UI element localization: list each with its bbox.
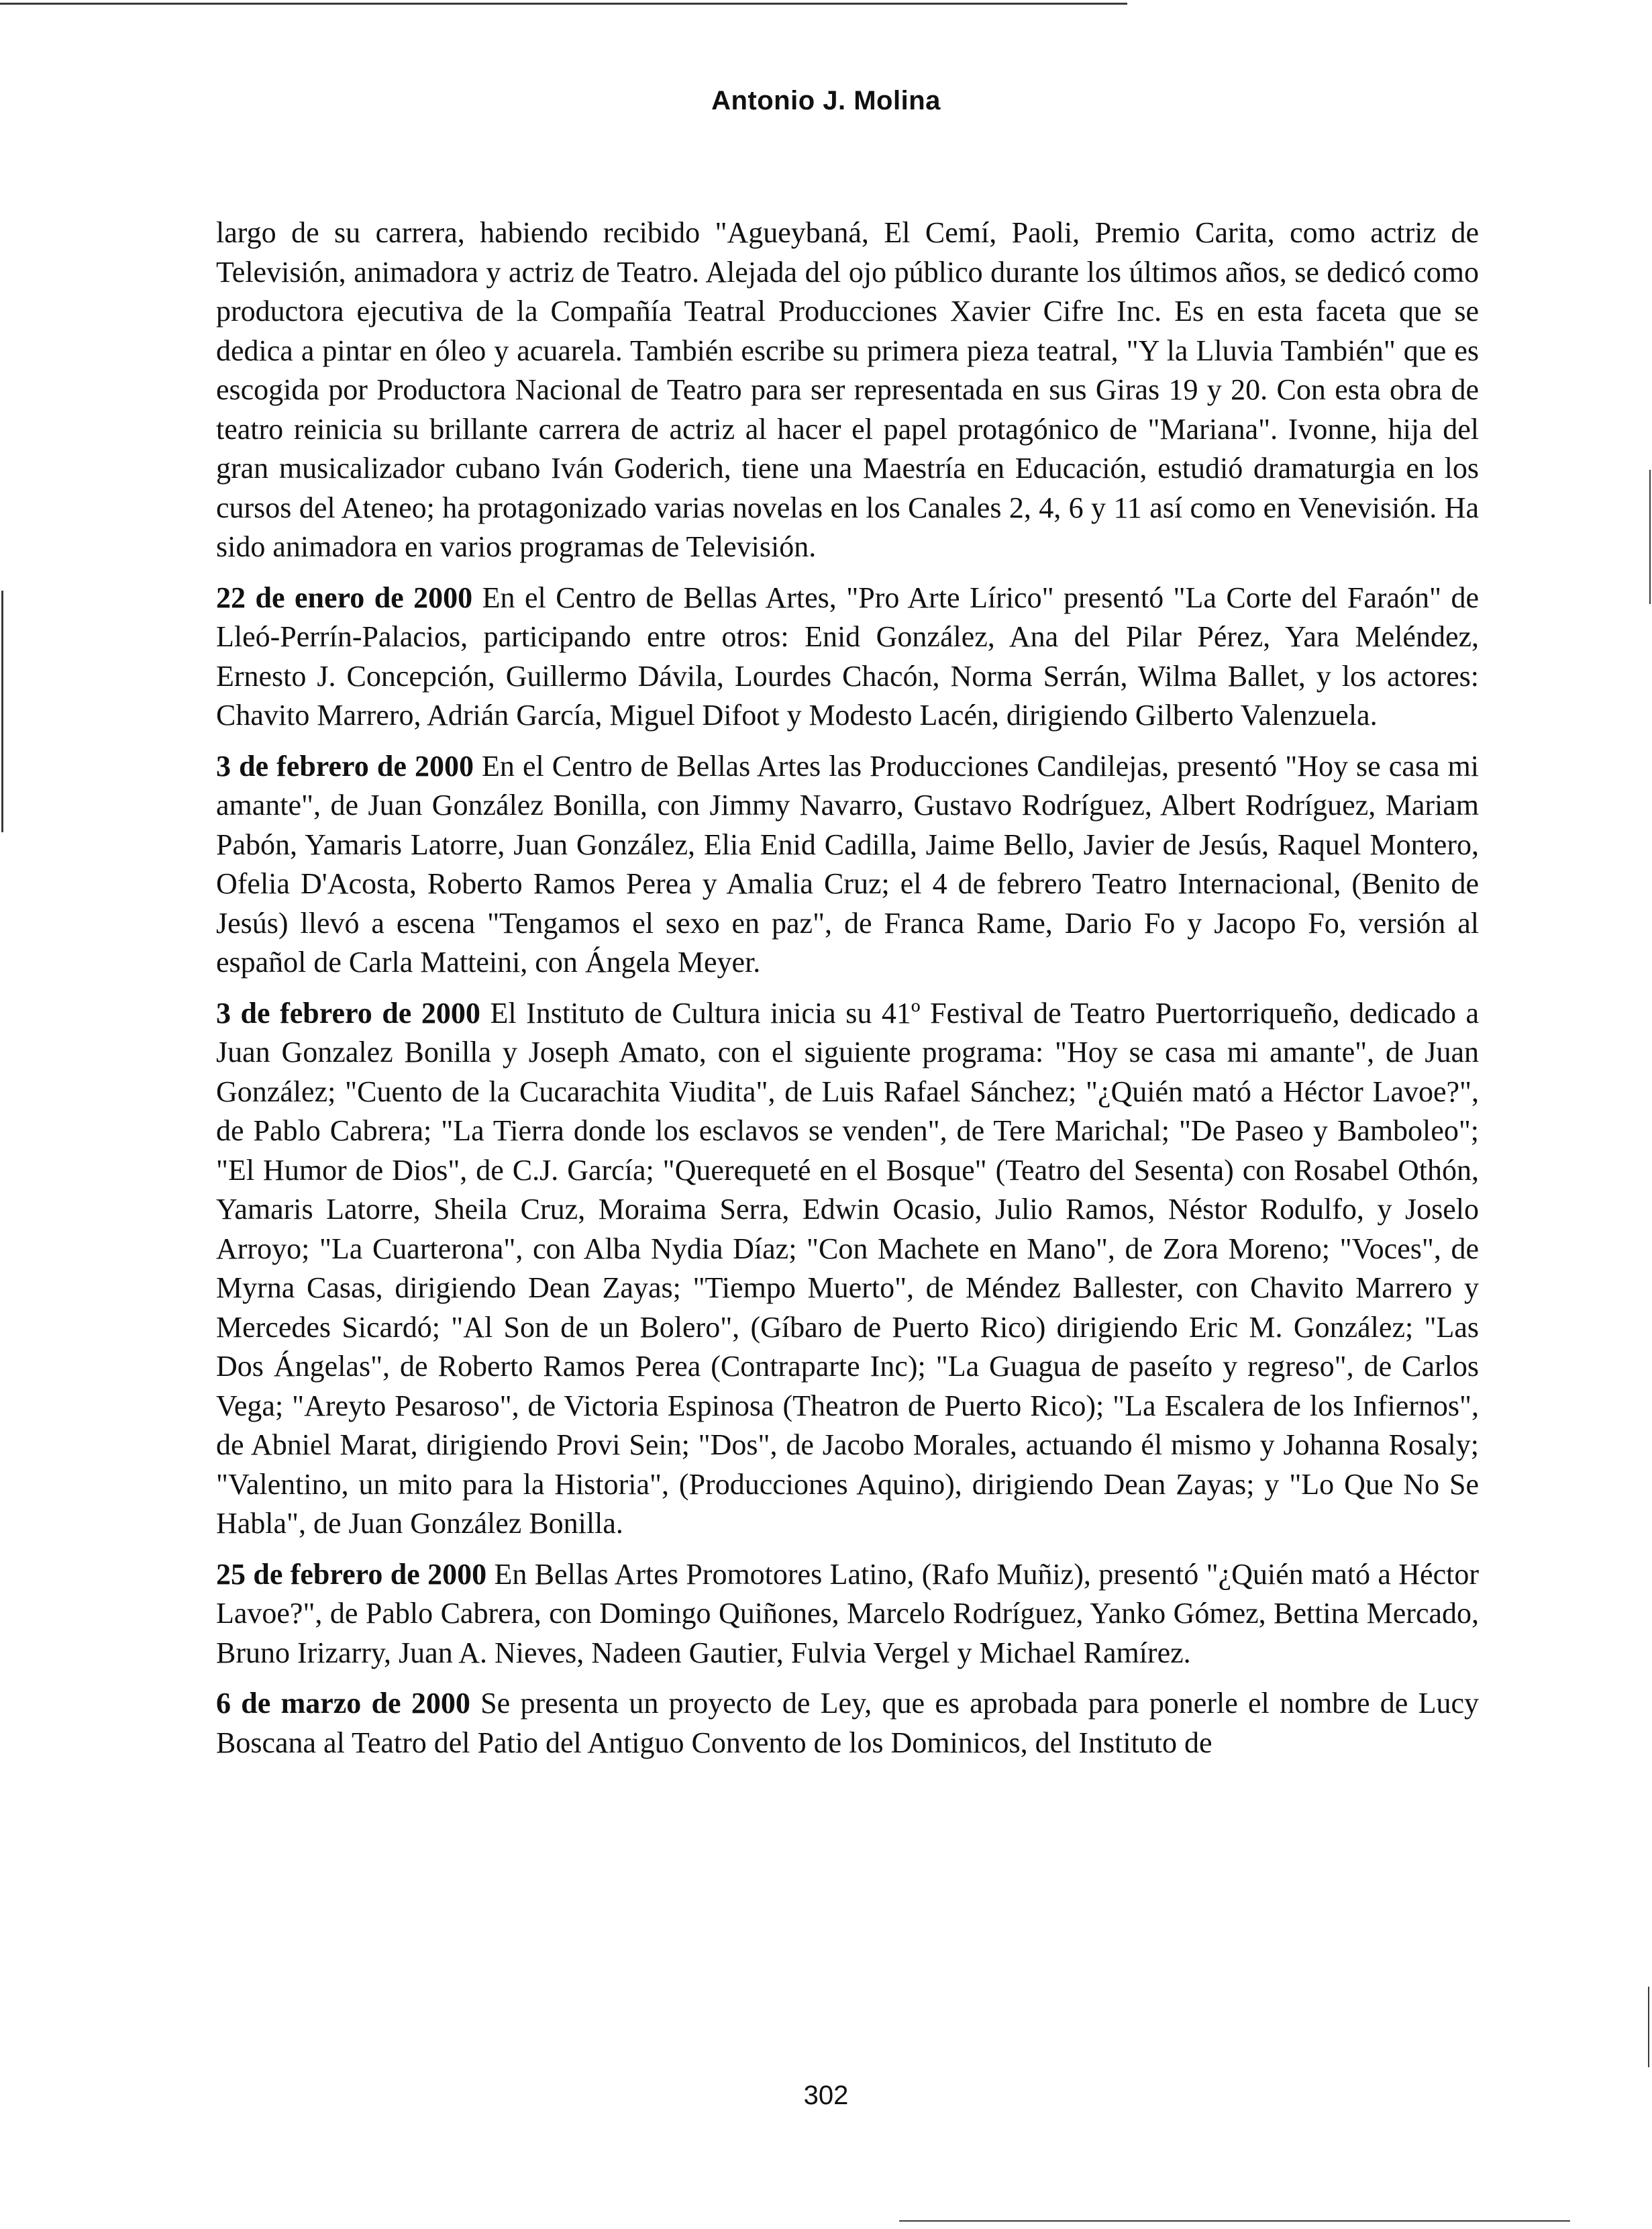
paragraph-text: El Instituto de Cultura inicia su 41º Festival de Teatro Puertorriqueño, dedicado a Juan Gonzalez Bonilla y Joseph Amato, con el siguiente programa: "Hoy se casa mi amante", de Juan González; "Cuento de la Cucarachita Viudita", de Luis Rafael Sánchez; "¿Quién mató a Héctor Lavoe?", de Pablo Cabrera; "La Tierra donde los esclavos se venden", de Tere Marichal; "De Paseo y Bamboleo"; "El Humor de Dios", de C.J. García; "Querequeté en el Bosque" (Teatro del Sesenta) con Rosabel Othón, Yamaris Latorre, Sheila Cruz, Moraima Serra, Edwin Ocasio, Julio Ramos, Néstor Rodulfo, y Joselo Arroyo; "La Cuarterona", con Alba Nydia Díaz; "Con Machete en Mano", de Zora Moreno; "Voces", de Myrna Casas, dirigiendo Dean Zayas; "Tiempo Muerto", de Méndez Ballester, con Chavito Marrero y Mercedes Sicardó; "Al Son de un Bolero", (Gíbaro de Puerto Rico) dirigiendo Eric M. González; "Las Dos Ángelas", de Roberto Ramos Perea (Contraparte Inc); "La Guagua de paseíto y regreso", de Carlos Vega; "Areyto Pesaroso", de Victoria Espinosa (Theatron de Puerto Rico); "La Escalera de los Infiernos", de Abniel Marat, dirigiendo Provi Sein; "Dos", de Jacobo Morales, actuando él mismo y Johanna Rosaly; "Valentino, un mito para la Historia", (Producciones Aquino), dirigiendo Dean Zayas; y "Lo Que No Se Habla", de Juan González Bonilla. [216,996,1480,1540]
paragraph-entry [216,579,1479,736]
entry-date: 6 de marzo de 2000 [216,1687,470,1720]
scan-edge-bottom [899,2220,1570,2222]
entry-date: 25 de febrero de 2000 [216,1557,487,1591]
entry-date: 3 de febrero de 2000 [216,996,480,1030]
body-text [216,213,1479,1774]
paragraph-entry [216,1555,1479,1673]
scan-edge-left [1,591,3,832]
paragraph-entry [216,747,1479,983]
scan-edge-top [0,3,1127,5]
paragraph-text: largo de su carrera, habiendo recibido "Agueybaná, El Cemí, Paoli, Premio Carita, como actriz de Televisión, animadora y actriz de Teatro. Alejada del ojo público durante los últimos años, se dedicó como productora ejecutiva de la Compañía Teatral Producciones Xavier Cifre Inc. Es en esta faceta que se dedica a pintar en óleo y acuarela. También escribe su primera pieza teatral, "Y la Lluvia También" que es escogida por Productora Nacional de Teatro para ser representada en sus Giras 19 y 20. Con esta obra de teatro reinicia su brillante carrera de actriz al hacer el papel protagónico de "Mariana". Ivonne, hija del gran musicalizador cubano Iván Goderich, tiene una Maestría en Educación, estudió dramaturgia en los cursos del Ateneo; ha protagonizado varias novelas en los Canales 2, 4, 6 y 11 así como en Venevisión. Ha sido animadora en varios programas de Televisión. [216,216,1479,563]
scan-edge-right-lower [1648,1987,1649,2067]
paragraph-text: Se presenta un proyecto de Ley, que es aprobada para ponerle el nombre de Lucy Boscana al Teatro del Patio del Antiguo Convento de los Dominicos, del Instituto de [216,1687,1479,1759]
page-number: 302 [803,2081,849,2110]
paragraph-continuation [216,213,1479,567]
paragraph-text: En el Centro de Bellas Artes, "Pro Arte Lírico" presentó "La Corte del Faraón" de Lleó-Perrín-Palacios, participando entre otros: Enid González, Ana del Pilar Pérez, Yara Meléndez, Ernesto J. Concepción, Guillermo Dávila, Lourdes Chacón, Norma Serrán, Wilma Ballet, y los actores: Chavito Marrero, Adrián García, Miguel Difoot y Modesto Lacén, dirigiendo Gilberto Valenzuela. [216,581,1479,732]
running-header: Antonio J. Molina [711,86,941,115]
entry-date: 3 de febrero de 2000 [216,749,474,783]
paragraph-text: En Bellas Artes Promotores Latino, (Rafo Muñiz), presentó "¿Quién mató a Héctor Lavoe?", de Pablo Cabrera, con Domingo Quiñones, Marcelo Rodríguez, Yanko Gómez, Bettina Mercado, Bruno Irizarry, Juan A. Nieves, Nadeen Gautier, Fulvia Vergel y Michael Ramírez. [216,1557,1479,1669]
paragraph-entry [216,994,1479,1544]
entry-date: 22 de enero de 2000 [216,581,473,614]
scan-edge-right [1649,470,1651,604]
paragraph-entry [216,1684,1479,1763]
paragraph-text: En el Centro de Bellas Artes las Producciones Candilejas, presentó "Hoy se casa mi amante", de Juan González Bonilla, con Jimmy Navarro, Gustavo Rodríguez, Albert Rodríguez, Mariam Pabón, Yamaris Latorre, Juan González, Elia Enid Cadilla, Jaime Bello, Javier de Jesús, Raquel Montero, Ofelia D'Acosta, Roberto Ramos Perea y Amalia Cruz; el 4 de febrero Teatro Internacional, (Benito de Jesús) llevó a escena "Tengamos el sexo en paz", de Franca Rame, Dario Fo y Jacopo Fo, versión al español de Carla Matteini, con Ángela Meyer. [216,749,1480,979]
